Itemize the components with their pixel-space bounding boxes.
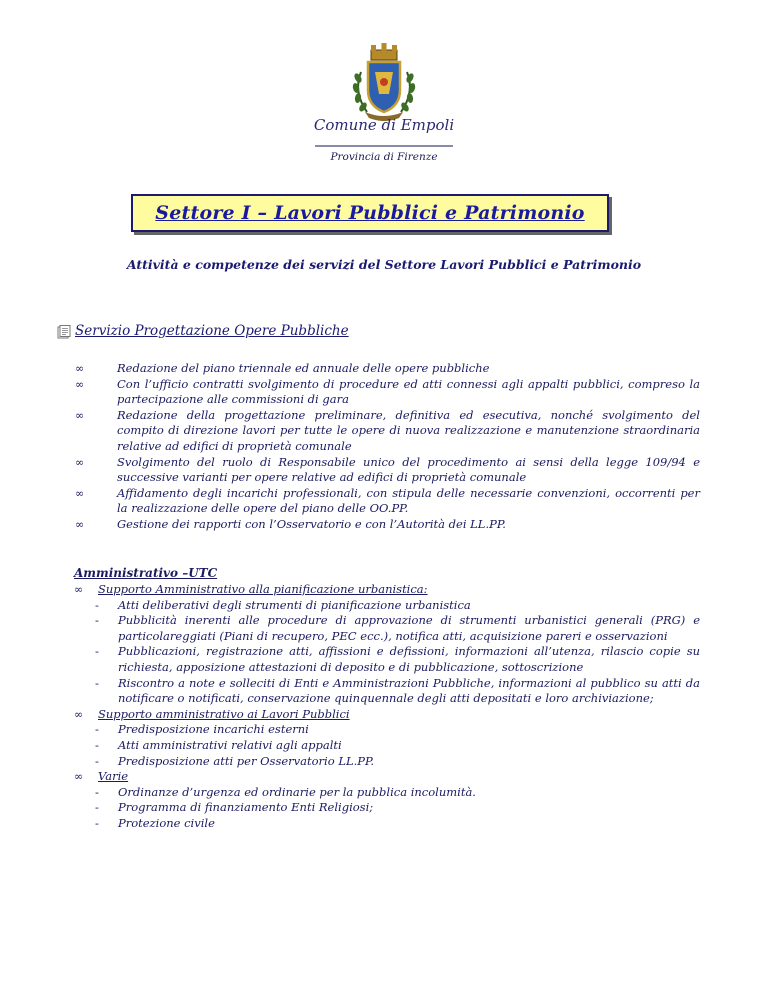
sector-title: Settore I – Lavori Pubblici e Patrimonio	[155, 202, 585, 224]
comune-name: Comune di Empoli	[313, 116, 455, 134]
group-list-item	[74, 722, 700, 738]
infinity-bullet-icon: ∞	[75, 377, 85, 391]
group-heading	[74, 769, 700, 785]
group-heading	[74, 707, 700, 723]
service-item-text: Svolgimento del ruolo di Responsabile unico del procedimento ai sensi della legge 109/94 e successive varianti per opere relative ad edifici di proprietà comunale	[117, 454, 700, 485]
amministrativo-list	[74, 582, 700, 832]
group-title: Supporto amministrativo ai Lavori Pubblici	[98, 706, 350, 721]
service-item-text: Redazione della progettazione preliminare, definitiva ed esecutiva, nonché svolgimento del compito di direzione lavori per tutte le opere di nuova realizzazione e manutenzione straordinaria relative ad edifici di proprietà comunale	[117, 407, 700, 453]
group-list-item	[74, 676, 700, 707]
amministrativo-title: Amministrativo –UTC	[74, 566, 218, 580]
group-item-text: Atti amministrativi relativi agli appalti	[118, 737, 342, 752]
dash-bullet: -	[95, 597, 99, 612]
service-item-text: Affidamento degli incarichi professionali, con stipula delle necessarie convenzioni, occorrenti per la realizzazione delle opere del piano delle OO.PP.	[117, 485, 700, 516]
group-list-item	[74, 598, 700, 614]
dash-bullet: -	[95, 675, 99, 690]
group-title: Supporto Amministrativo alla pianificazione urbanistica:	[98, 582, 428, 596]
group-item-text: Predisposizione atti per Osservatorio LL.PP.	[118, 753, 375, 768]
dash-bullet: -	[95, 613, 99, 628]
group-list-item	[74, 816, 700, 832]
group-item-text: Riscontro a note e solleciti di Enti e Amministrazioni Pubbliche, informazioni al pubblico su atti da notificare o notificati, conservazione quinquennale degli atti depositati e loro archiviazione;	[118, 675, 700, 706]
sector-title-box	[131, 194, 609, 232]
group-title: Varie	[98, 769, 129, 784]
activities-heading: Attività e competenze dei servizi del Settore Lavori Pubblici e Patrimonio	[126, 257, 642, 272]
dash-bullet: -	[95, 784, 99, 799]
dash-bullet: -	[95, 737, 99, 752]
service-list	[75, 361, 700, 533]
coat-of-arms-logo	[349, 42, 419, 122]
service-list-item	[75, 361, 700, 377]
document-stack-icon	[57, 324, 72, 339]
group-list-item	[74, 738, 700, 754]
group-item-text: Ordinanze d’urgenza ed ordinarie per la pubblica incolumità.	[118, 784, 476, 799]
service-item-text: Redazione del piano triennale ed annuale delle opere pubbliche	[117, 361, 490, 375]
infinity-bullet-icon: ∞	[75, 517, 85, 531]
dash-bullet: -	[95, 722, 99, 737]
dash-bullet: -	[95, 800, 99, 815]
group-list-item	[74, 613, 700, 644]
infinity-bullet-icon: ∞	[75, 486, 85, 500]
group-item-text: Pubblicità inerenti alle procedure di approvazione di strumenti urbanistici generali (PRG) e particolareggiati (Piani di recupero, PEC ecc.), notifica atti, acquisizione pareri e osservazioni	[118, 613, 700, 643]
dash-bullet: -	[95, 644, 99, 659]
dash-bullet: -	[95, 815, 99, 830]
provincia-name: Provincia di Firenze	[330, 151, 438, 163]
group-heading	[74, 582, 700, 598]
infinity-bullet-icon: ∞	[74, 583, 84, 596]
header-divider	[315, 145, 453, 147]
group-item-text: Predisposizione incarichi esterni	[118, 722, 309, 737]
group-list-item	[74, 754, 700, 770]
service-list-item	[75, 517, 700, 533]
group-item-text: Atti deliberativi degli strumenti di pianificazione urbanistica	[118, 597, 471, 612]
group-item-text: Programma di finanziamento Enti Religiosi;	[118, 800, 374, 815]
infinity-bullet-icon: ∞	[74, 707, 84, 721]
group-list-item	[74, 785, 700, 801]
infinity-bullet-icon: ∞	[75, 455, 85, 469]
service-list-item	[75, 455, 700, 486]
dash-bullet: -	[95, 753, 99, 768]
service-list-item	[75, 486, 700, 517]
group-item-text: Pubblicazioni, registrazione atti, affissioni e defissioni, informazioni all’utenza, rilascio copie su richiesta, apposizione attestazioni di deposito e di pubblicazione, sottoscrizione	[118, 644, 700, 674]
group-list-item	[74, 800, 700, 816]
group-item-text: Protezione civile	[118, 815, 215, 830]
service-list-item	[75, 408, 700, 455]
service-heading	[57, 323, 349, 339]
service-item-text: Con l’ufficio contratti svolgimento di procedure ed atti connessi agli appalti pubblici, compreso la partecipazione alle commissioni di gara	[117, 376, 700, 407]
infinity-bullet-icon: ∞	[74, 770, 84, 784]
group-list-item	[74, 644, 700, 675]
infinity-bullet-icon: ∞	[75, 408, 85, 422]
service-list-item	[75, 377, 700, 408]
service-title: Servizio Progettazione Opere Pubbliche	[75, 323, 349, 339]
service-item-text: Gestione dei rapporti con l’Osservatorio e con l’Autorità dei LL.PP.	[117, 516, 506, 531]
infinity-bullet-icon: ∞	[75, 362, 85, 375]
